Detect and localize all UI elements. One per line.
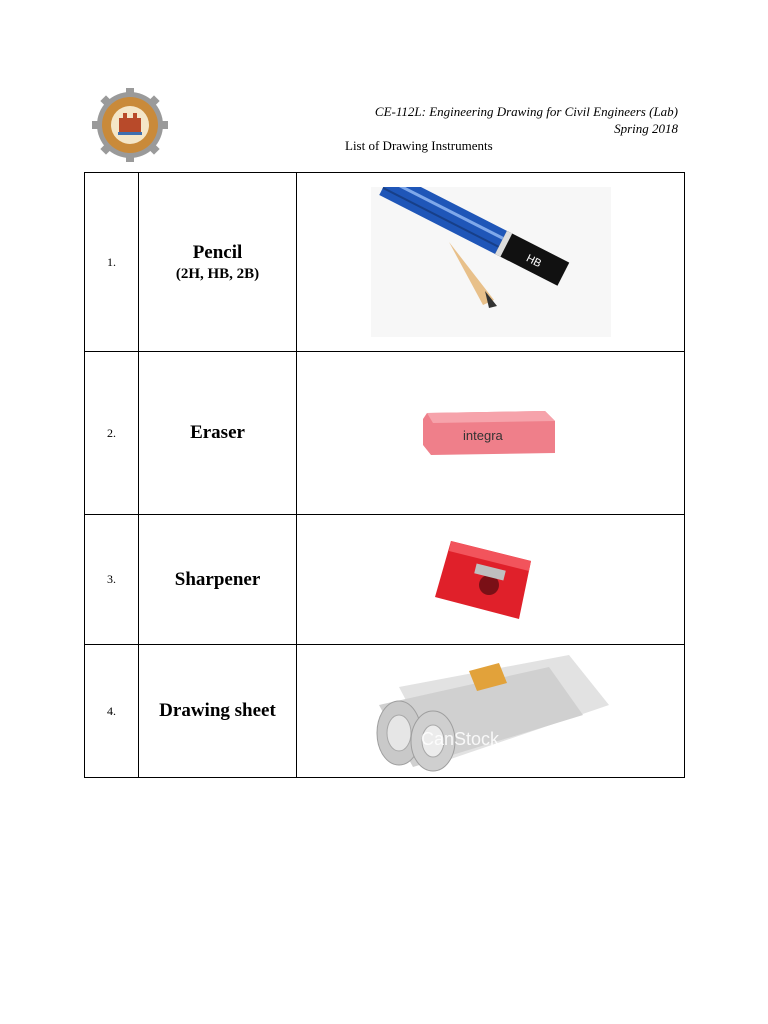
eraser-brand-label: integra — [462, 428, 503, 443]
sharpener-image — [431, 535, 551, 625]
instrument-name: Drawing sheet — [159, 700, 276, 721]
row-number: 2. — [85, 352, 139, 515]
drawing-sheet-image — [369, 645, 613, 777]
pencil-grade-label: HB — [523, 252, 543, 271]
term-label: Spring 2018 — [614, 121, 678, 136]
document-header — [375, 103, 678, 137]
instrument-cell — [139, 352, 297, 515]
instrument-name: Pencil — [192, 241, 243, 263]
table-row — [85, 515, 685, 645]
table-row — [85, 352, 685, 515]
instrument-spec: (2H, HB, 2B) — [175, 265, 260, 282]
image-cell — [297, 352, 685, 515]
image-cell — [297, 645, 685, 778]
image-cell — [297, 173, 685, 352]
row-number: 1. — [85, 173, 139, 352]
row-number: 4. — [85, 645, 139, 778]
instruments-table — [84, 172, 685, 778]
instrument-cell — [139, 515, 297, 645]
instrument-cell — [139, 173, 297, 352]
pencil-image — [371, 187, 611, 337]
instrument-name: Eraser — [190, 422, 245, 443]
table-row — [85, 645, 685, 778]
instrument-cell — [139, 645, 297, 778]
eraser-image — [421, 403, 561, 463]
instrument-name: Sharpener — [174, 568, 261, 590]
course-title: CE-112L: Engineering Drawing for Civil Engineers (Lab) — [374, 104, 678, 119]
university-logo — [90, 88, 170, 162]
table-row — [85, 173, 685, 352]
row-number: 3. — [85, 515, 139, 645]
watermark-label: CanStock — [420, 729, 499, 749]
page-subtitle: List of Drawing Instruments — [345, 138, 493, 153]
image-cell — [297, 515, 685, 645]
